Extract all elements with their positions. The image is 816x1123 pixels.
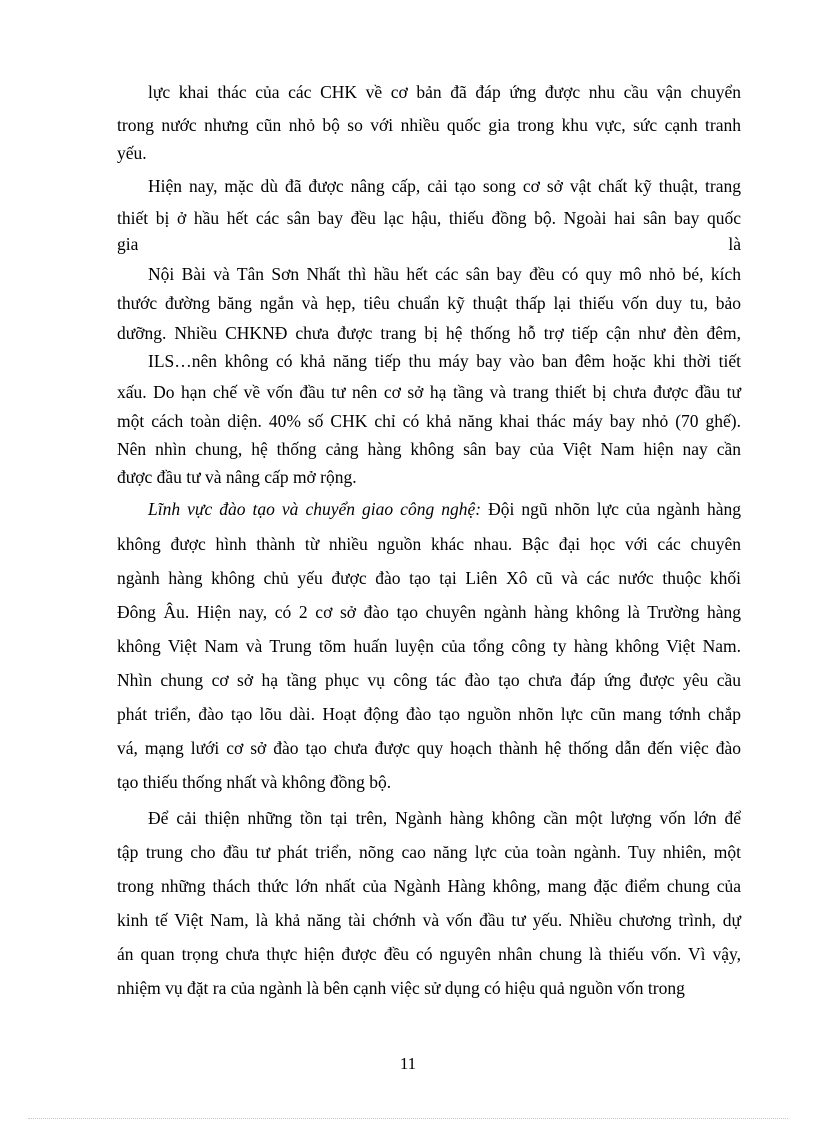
text-line: dưỡng. Nhiều CHKNĐ chưa được trang bị hệ thống hỗ trợ tiếp cận như đèn đêm, <box>117 323 741 343</box>
text-line: ngành hàng không chủ yếu được đào tạo tại Liên Xô cũ và các nước thuộc khối <box>117 568 741 588</box>
text-line: yếu. <box>117 143 147 163</box>
text-line: thước đường băng ngắn và hẹp, tiêu chuẩn kỹ thuật thấp lại thiếu vốn duy tu, bảo <box>117 293 741 313</box>
text-line: trong những thách thức lớn nhất của Ngành Hàng không, mang đặc điểm chung của <box>117 876 741 896</box>
text-line: Nhìn chung cơ sở hạ tầng phục vụ công tác đào tạo chưa đáp ứng được yêu cầu <box>117 670 741 690</box>
text-line: Hiện nay, mặc dù đã được nâng cấp, cải tạo song cơ sở vật chất kỹ thuật, trang <box>148 176 741 196</box>
text-fragment: là <box>728 234 741 254</box>
text-line: ILS…nên không có khả năng tiếp thu máy bay vào ban đêm hoặc khi thời tiết <box>148 351 741 371</box>
text-line: kinh tế Việt Nam, là khả năng tài chớnh và vốn đầu tư yếu. Nhiều chương trình, dự <box>117 910 741 930</box>
text-line: không Việt Nam và Trung tõm huấn luyện của tổng công ty hàng không Việt Nam. <box>117 636 741 656</box>
text-line: được đầu tư và nâng cấp mở rộng. <box>117 467 357 487</box>
text-line: tập trung cho đầu tư phát triển, nõng cao năng lực của toàn ngành. Tuy nhiên, một <box>117 842 741 862</box>
text-line: thiết bị ở hầu hết các sân bay đều lạc hậu, thiếu đồng bộ. Ngoài hai sân bay quốc <box>117 208 741 228</box>
text-fragment: Đội ngũ nhõn lực của ngành hàng <box>481 499 741 519</box>
text-line: vá, mạng lưới cơ sở đào tạo chưa được quy hoạch thành hệ thống dẫn đến việc đào <box>117 738 741 758</box>
text-line: tạo thiếu thống nhất và không đồng bộ. <box>117 772 392 792</box>
page-number: 11 <box>399 1054 417 1073</box>
text-fragment: gia <box>117 234 139 254</box>
text-line: Nội Bài và Tân Sơn Nhất thì hầu hết các sân bay đều có quy mô nhỏ bé, kích <box>148 264 741 284</box>
text-line <box>117 232 741 256</box>
section-heading: Lĩnh vực đào tạo và chuyển giao công nghệ: <box>148 499 482 519</box>
text-line: một cách toàn diện. 40% số CHK chỉ có khả năng khai thác máy bay nhỏ (70 ghế). <box>117 411 741 431</box>
text-line: nhiệm vụ đặt ra của ngành là bên cạnh việc sử dụng có hiệu quả nguồn vốn trong <box>117 978 685 998</box>
text-line: án quan trọng chưa thực hiện được đều có nguyên nhân chung là thiếu vốn. Vì vậy, <box>117 944 741 964</box>
text-line: trong nước nhưng cũn nhỏ bộ so với nhiều quốc gia trong khu vực, sức cạnh tranh <box>117 115 741 135</box>
text-line: xấu. Do hạn chế về vốn đầu tư nên cơ sở hạ tầng và trang thiết bị chưa được đầu tư <box>117 382 741 402</box>
text-line: không được hình thành từ nhiều nguồn khác nhau. Bậc đại học với các chuyên <box>117 534 741 554</box>
text-line: Nên nhìn chung, hệ thống cảng hàng không sân bay của Việt Nam hiện nay cần <box>117 439 741 459</box>
page-bottom-rule <box>28 1118 788 1119</box>
text-line: phát triển, đào tạo lõu dài. Hoạt động đào tạo nguồn nhõn lực cũn mang tớnh chắp <box>117 704 741 724</box>
text-line: lực khai thác của các CHK về cơ bản đã đáp ứng được nhu cầu vận chuyển <box>148 82 741 102</box>
text-line: Để cải thiện những tồn tại trên, Ngành hàng không cần một lượng vốn lớn để <box>148 808 741 828</box>
text-line <box>148 497 741 521</box>
text-line: Đông Âu. Hiện nay, có 2 cơ sở đào tạo chuyên ngành hàng không là Trường hàng <box>117 602 741 622</box>
